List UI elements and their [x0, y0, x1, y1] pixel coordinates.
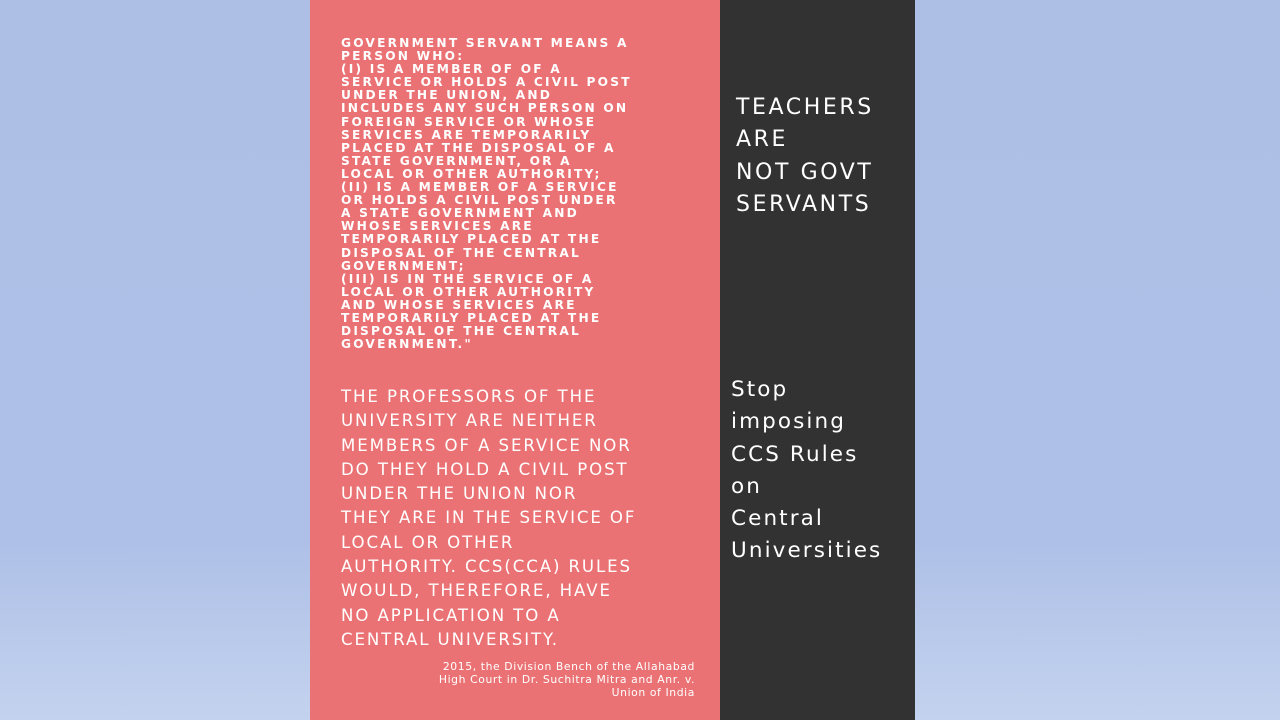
headline: TEACHERS ARE NOT GOVT SERVANTS: [736, 95, 874, 217]
callout-text: Stop imposing CCS Rules on Central Universities: [731, 377, 883, 564]
court-ruling-text: THE PROFESSORS OF THE UNIVERSITY ARE NEITHER MEMBERS OF A SERVICE NOR DO THEY HOLD A CIVIL POST UNDER THE UNION NOR THEY ARE IN THE SERVICE OF LOCAL OR OTHER AUTHORITY. CCS(CCA) RULES WOULD, THEREFORE, HAVE NO APPLICATION TO A CENTRAL UNIVERSITY.: [341, 387, 637, 649]
government-servant-definition: GOVERNMENT SERVANT MEANS A PERSON WHO: (I) IS A MEMBER OF OF A SERVICE OR HOLDS A CIVIL POST UNDER THE UNION, AND INCLUDES ANY SUCH PERSON ON FOREIGN SERVICE OR WHOSE SERVICES ARE TEMPORARILY PLACED AT THE DISPOSAL OF A STATE GOVERNMENT, OR A LOCAL OR OTHER AUTHORITY; (II) IS A MEMBER OF A SERVICE OR HOLDS A CIVIL POST UNDER A STATE GOVERNMENT AND WHOSE SERVICES ARE TEMPORARILY PLACED AT THE DISPOSAL OF THE CENTRAL GOVERNMENT; (III) IS IN THE SERVICE OF A LOCAL OR OTHER AUTHORITY AND WHOSE SERVICES ARE TEMPORARILY PLACED AT THE DISPOSAL OF THE CENTRAL GOVERNMENT.": [341, 36, 632, 352]
poster: [310, 0, 915, 720]
case-citation: 2015, the Division Bench of the Allahabad High Court in Dr. Suchitra Mitra and Anr. v. Union of India: [438, 660, 695, 699]
left-panel: [310, 0, 720, 720]
